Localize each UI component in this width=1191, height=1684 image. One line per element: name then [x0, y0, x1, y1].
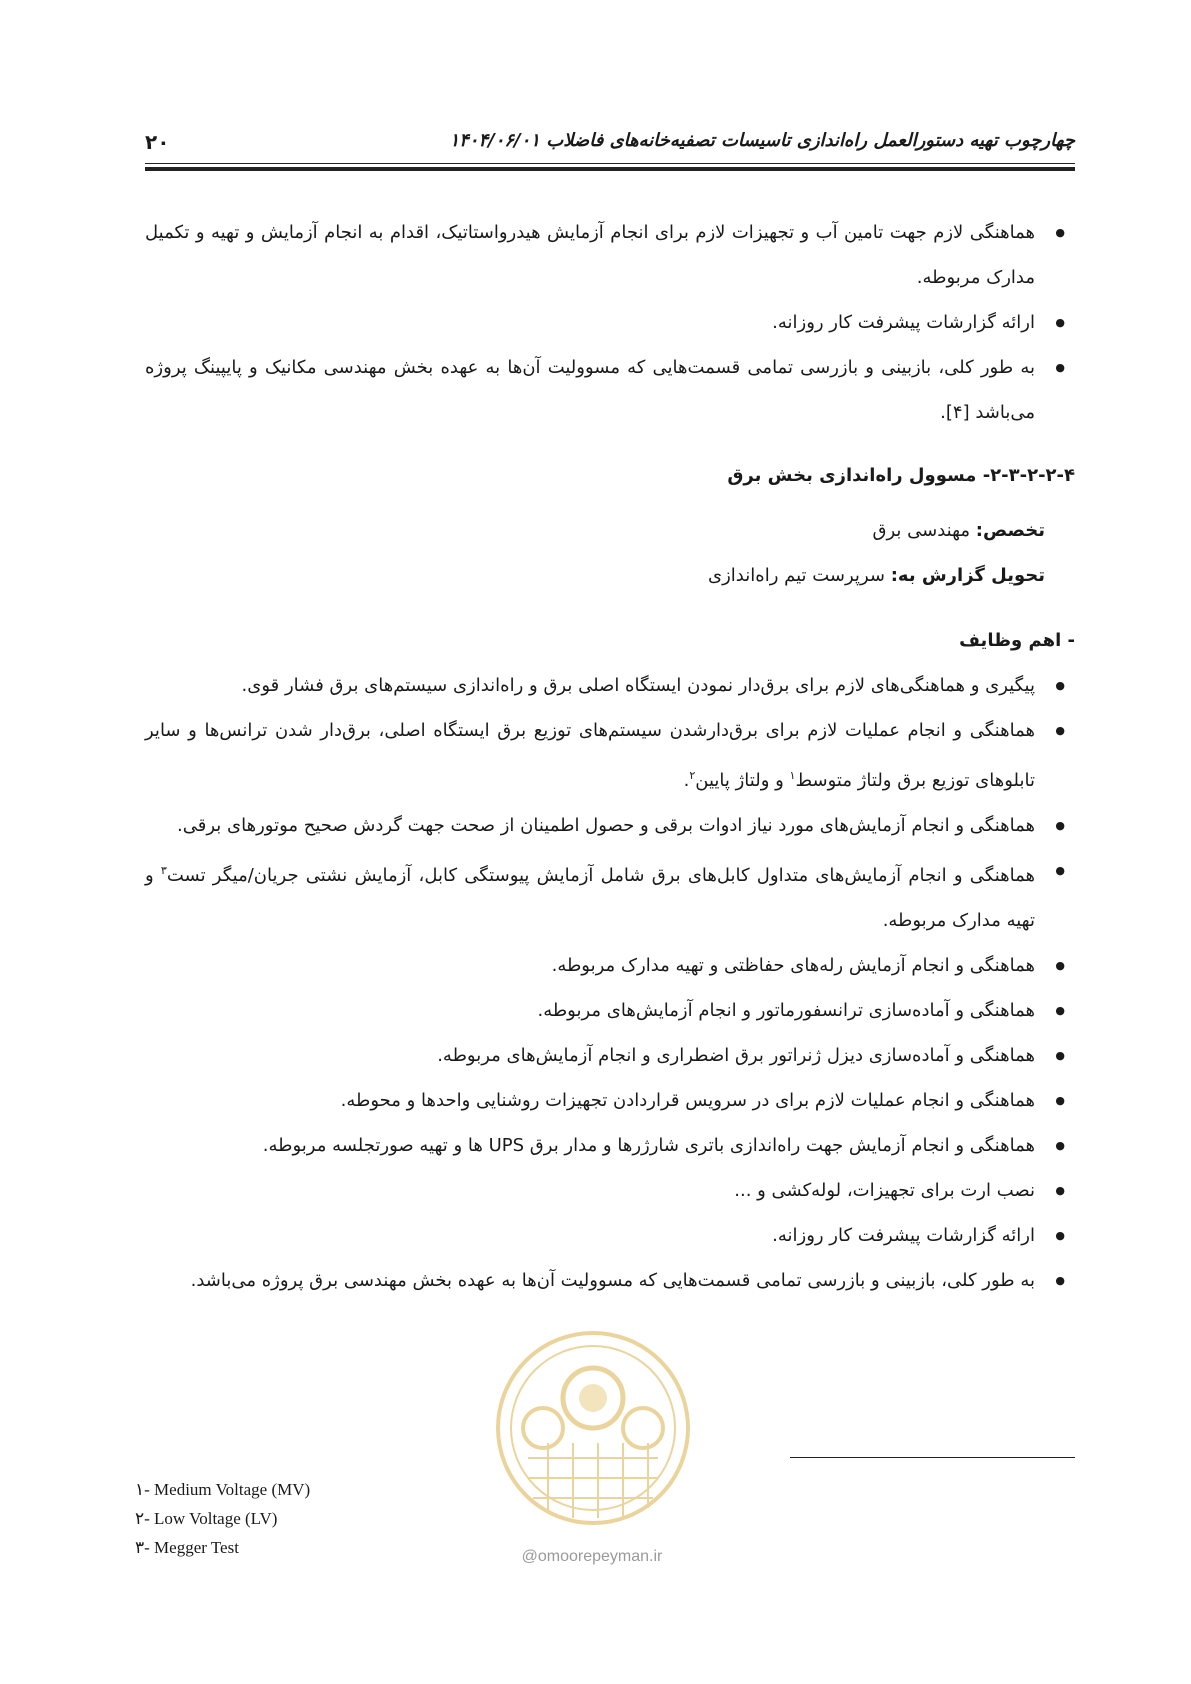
- footnote: ۲- Low Voltage (LV): [135, 1509, 278, 1528]
- list-item: ● هماهنگی و انجام آزمایش جهت راه‌اندازی باتری شارژرها و مدار برق UPS ها و تهیه صورتجلسه مربوطه.: [145, 1123, 1075, 1168]
- report-line: [145, 553, 1075, 598]
- list-item: ● پیگیری و هماهنگی‌های لازم برای برق‌دار نمودن ایستگاه اصلی برق و راه‌اندازی سیستم‌های برق فشار قوی.: [145, 663, 1075, 708]
- list-item: ● هماهنگی و انجام آزمایش‌های مورد نیاز ادوات برقی و حصول اطمینان از صحت جهت گردش صحیح موتورهای برقی.: [145, 803, 1075, 848]
- list-item: ● ارائه گزارشات پیشرفت کار روزانه.: [145, 1213, 1075, 1258]
- page-body: [145, 210, 1075, 1303]
- page-header: [145, 120, 1075, 154]
- item-text: .: [683, 770, 690, 791]
- item-text: هماهنگی و انجام عملیات لازم برای برق‌دارشدن سیستم‌های توزیع برق ایستگاه اصلی، برق‌دار شدن ترانس‌ها و سایر تابلوهای توزیع برق ولتاژ متوسط: [145, 720, 1035, 791]
- specialty-value: مهندسی برق: [872, 520, 971, 541]
- list-item: ● هماهنگی و انجام عملیات لازم برای در سرویس قراردادن تجهیزات روشنایی واحدها و محوطه.: [145, 1078, 1075, 1123]
- list-item: ● نصب ارت برای تجهیزات، لوله‌کشی و ...: [145, 1168, 1075, 1213]
- footnote-ref: ۱: [789, 769, 796, 782]
- header-title-text: چهارچوب تهیه دستورالعمل راه‌اندازی تاسیسات تصفیه‌خانه‌های فاضلاب: [546, 130, 1075, 151]
- footnote: ۳- Megger Test: [135, 1538, 239, 1557]
- footnote-rule: [790, 1457, 1075, 1458]
- specialty-line: [145, 508, 1075, 553]
- footnote-ref: ۲: [689, 769, 696, 782]
- item-text: و تهیه مدارک مربوطه.: [145, 865, 1035, 931]
- list-item: ● هماهنگی و آماده‌سازی ترانسفورماتور و انجام آزمایش‌های مربوطه.: [145, 988, 1075, 1033]
- item-text: و ولتاژ پایین: [695, 770, 790, 791]
- item-text: هماهنگی و انجام آزمایش‌های متداول کابل‌های برق شامل آزمایش پیوستگی کابل، آزمایش نشتی جریان/میگر تست: [166, 865, 1036, 886]
- page-number: ۲۰: [145, 130, 170, 154]
- report-value: سرپرست تیم راه‌اندازی: [708, 565, 885, 586]
- running-title: [421, 130, 1075, 151]
- list-item: ● هماهنگی و آماده‌سازی دیزل ژنراتور برق اضطراری و انجام آزمایش‌های مربوطه.: [145, 1033, 1075, 1078]
- footnotes: [135, 1475, 310, 1562]
- footnote: ۱- Medium Voltage (MV): [135, 1480, 311, 1499]
- top-bullet-list: [145, 210, 1075, 435]
- header-date: ۱۴۰۴/۰۶/۰۱: [449, 130, 540, 151]
- duties-label: - اهم وظایف: [959, 630, 1075, 651]
- specialty-label: تخصص:: [975, 520, 1045, 541]
- list-item: ● به طور کلی، بازبینی و بازرسی تمامی قسمت‌هایی که مسوولیت آن‌ها به عهده بخش مهندسی برق پروژه می‌باشد.: [145, 1258, 1075, 1303]
- watermark-site-text: @omoorepeyman.ir: [521, 1548, 663, 1565]
- watermark-seal-icon: [488, 1318, 698, 1548]
- list-item: [145, 708, 1075, 803]
- footnote-ref: ۳: [160, 864, 167, 877]
- duties-list: [145, 663, 1075, 1303]
- list-item: ● ارائه گزارشات پیشرفت کار روزانه.: [145, 300, 1075, 345]
- list-item: ● به طور کلی، بازبینی و بازرسی تمامی قسمت‌هایی که مسوولیت آن‌ها به عهده بخش مهندسی مکانیک و پایپینگ پروژه می‌باشد [۴].: [145, 345, 1075, 435]
- section-heading: ۲-۳-۲-۲-۴- مسوول راه‌اندازی بخش برق: [727, 465, 1075, 486]
- list-item: ● هماهنگی و انجام آزمایش رله‌های حفاظتی و تهیه مدارک مربوطه.: [145, 943, 1075, 988]
- list-item: ● هماهنگی لازم جهت تامین آب و تجهیزات لازم برای انجام آزمایش هیدرواستاتیک، اقدام به انجام آزمایش و تهیه و تکمیل مدارک مربوطه.: [145, 210, 1075, 300]
- list-item: [145, 848, 1075, 943]
- header-rule: [145, 163, 1075, 171]
- report-label: تحویل گزارش به:: [890, 565, 1045, 586]
